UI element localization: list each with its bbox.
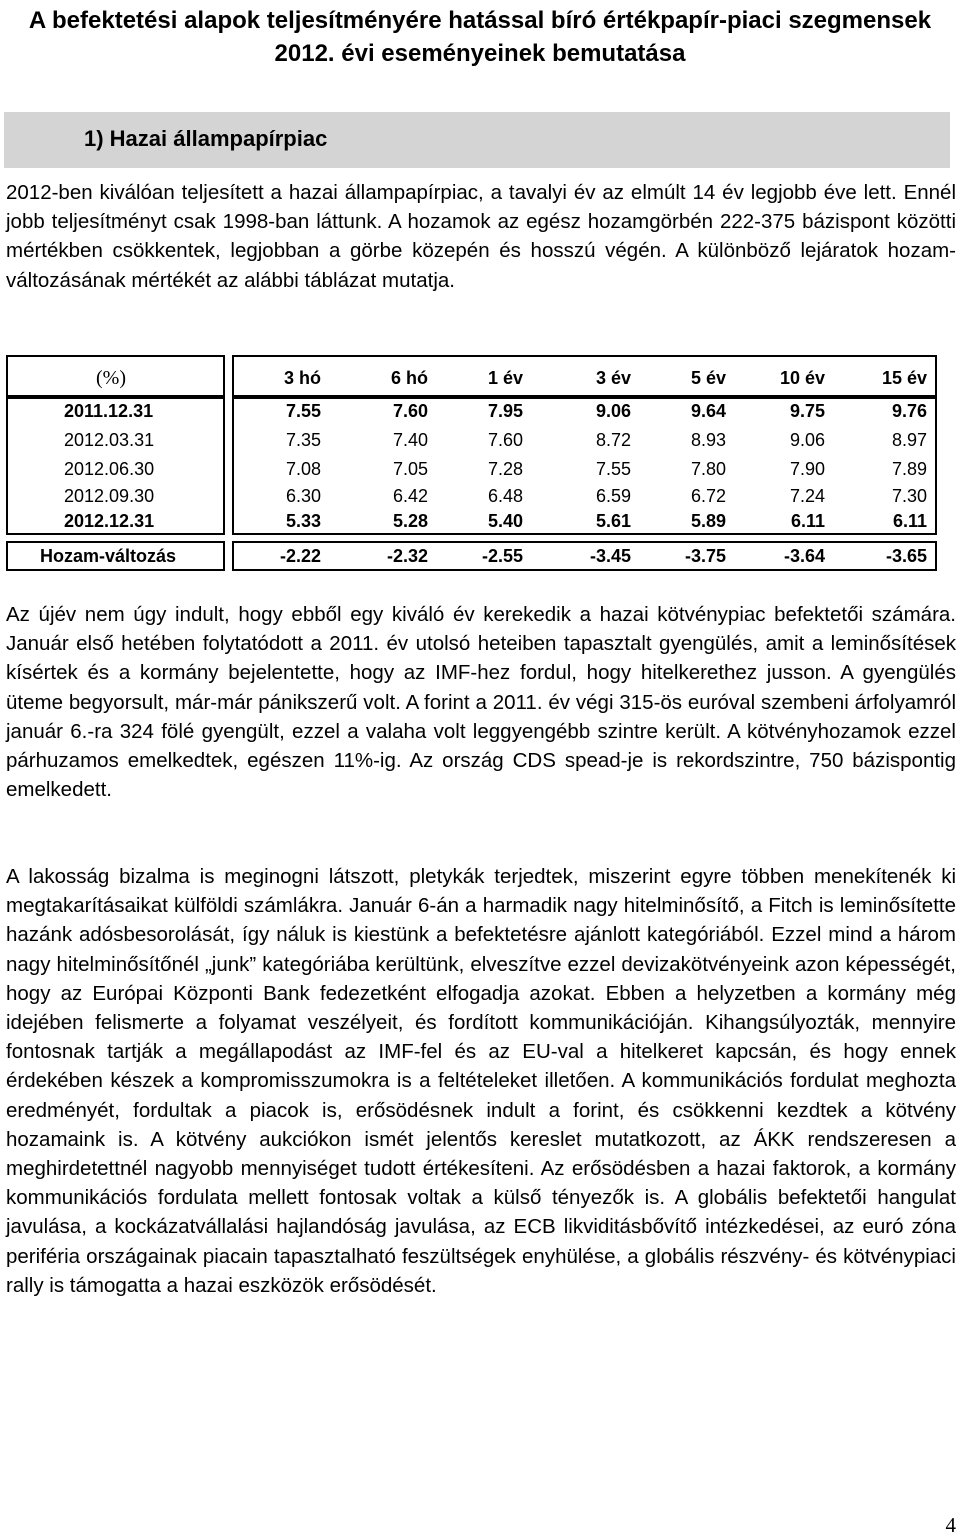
table-cell: 5.33 [285, 511, 321, 531]
table-cell: 7.28 [487, 459, 523, 479]
table-cell: 7.05 [392, 459, 428, 479]
row-date: 2012.03.31 [64, 430, 155, 450]
column-header: 3 év [595, 368, 631, 388]
table-cell: 8.72 [595, 430, 631, 450]
yield-change-table [6, 355, 937, 571]
column-header: 15 év [881, 368, 927, 388]
row-date: 2012.12.31 [64, 511, 155, 531]
change-label: Hozam-változás [40, 546, 177, 566]
table-cell: 5.28 [392, 511, 428, 531]
table-cell: 8.93 [690, 430, 726, 450]
table-cell: 6.42 [392, 486, 428, 506]
change-value: -3.45 [589, 546, 631, 566]
table-cell: 9.64 [690, 401, 726, 421]
change-value: -2.22 [279, 546, 321, 566]
table-cell: 7.55 [595, 459, 631, 479]
paragraph-market-start: Az újév nem úgy indult, hogy ebből egy kiváló év kerekedik a hazai kötvénypiac befektetői számára. Január első hetében folytatódott a 2011. év utolsó heteiben tapasztalt gyengülés, amit a leminősítések kísértek és a kormány bejelentette, hogy az IMF-hez fordul, hogy hitelkerethez jusson. A gyengülés üteme begyorsult, már-már pánikszerű volt. A forint a 2011. év végi 315-ös euróval szembeni árfolyamról január 6.-ra 324 fölé gyengült, ezzel a valaha volt leggyengébb szintre került. A kötvényhozamok ezzel párhuzamos emelkedtek, egészen 11%-ig. Az ország CDS spead-je is rekordszintre, 750 bázispontig emelkedett. [6, 603, 956, 802]
column-header: 6 hó [390, 368, 428, 388]
row-date: 2012.06.30 [64, 459, 155, 479]
table-cell: 5.89 [690, 511, 726, 531]
table-cell: 9.76 [891, 401, 927, 421]
table-cell: 7.60 [392, 401, 428, 421]
table-cell: 7.08 [285, 459, 321, 479]
table-cell: 7.60 [487, 430, 523, 450]
table-cell: 7.24 [789, 486, 825, 506]
table-cell: 7.30 [891, 486, 927, 506]
table-cell: 6.48 [487, 486, 523, 506]
document-title: A befektetési alapok teljesítményére hatással bíró értékpapír-piaci szegmensek 2012. évi eseményeinek bemutatása [28, 7, 932, 67]
table-cell: 7.90 [789, 459, 825, 479]
change-value: -2.32 [386, 546, 428, 566]
change-value: -3.65 [885, 546, 927, 566]
table-cell: 6.11 [892, 511, 927, 531]
table-corner-label: (%) [96, 367, 126, 389]
section-heading: 1) Hazai állampapírpiac [84, 126, 328, 151]
intro-paragraph: 2012-ben kiválóan teljesített a hazai állampapírpiac, a tavalyi év az elmúlt 14 év legjobb éve lett. Ennél jobb teljesítményt csak 1998-ban láttunk. A hozamok az egész hozamgörbén 222-375 bázispont közötti mértékben csökkentek, legjobban a görbe közepén és hosszú végén. A különböző lejáratok hozam-változásának mértékét az alábbi táblázat mutatja. [6, 181, 956, 292]
table-cell: 6.72 [690, 486, 726, 506]
table-cell: 6.59 [595, 486, 631, 506]
table-cell: 7.35 [285, 430, 321, 450]
page-number: 4 [945, 1513, 956, 1537]
column-header: 5 év [690, 368, 726, 388]
table-cell: 7.80 [690, 459, 726, 479]
table-cell: 7.40 [392, 430, 428, 450]
table-cell: 9.06 [595, 401, 631, 421]
table-cell: 6.30 [285, 486, 321, 506]
section-heading-band [4, 112, 950, 168]
table-cell: 9.75 [789, 401, 825, 421]
table-cell: 7.95 [487, 401, 523, 421]
table-cell: 5.61 [595, 511, 631, 531]
change-value: -2.55 [481, 546, 523, 566]
table-cell: 5.40 [487, 511, 523, 531]
table-cell: 9.06 [789, 430, 825, 450]
column-header: 3 hó [283, 368, 321, 388]
change-value: -3.64 [783, 546, 825, 566]
table-cell: 7.89 [891, 459, 927, 479]
paragraph-confidence: A lakosság bizalma is meginogni látszott, pletykák terjedtek, miszerint egyre többen menekítenék ki megtakarításaikat külföldi számlákra. Január 6-án a harmadik nagy hitelminősítő, a Fitch is leminősítette hazánk adósbesorolását, így náluk is kiestünk a befektetésre ajánlott kategóriából. Ezzel mind a három nagy hitelminősítőnél „junk” kategóriába kerültünk, elveszítve ezzel devizakötvényeink azon képességét, hogy az Európai Központi Bank fedezetként elfogadja azokat. Ebben a helyzetben a kormány még idejében felismerte a folyamat veszélyeit, és fordított kommunikációján. Kihangsúlyozták, mennyire fontosnak tartják a megállapodást az IMF-fel és az EU-val a hitelkeret kapcsán, és hogy ennek érdekében készek a kompromisszumokra is a feltételeket illetően. A kommunikációs fordulat meghozta eredményét, fordultak a piacok is, erősödésnek indult a forint, és csökkenni kezdtek a kötvény hozamaink is. A kötvény aukciókon ismét jelentős kereslet mutatkozott, az ÁKK rendszeresen a meghirdetettnél nagyobb mennyiséget tudott értékesíteni. Az erősödésben a hazai faktorok, a kormány kommunikációs fordulata mellett fontosak voltak a külső tényezők is. A globális befektetői hangulat javulása, a kockázatvállalási hajlandóság javulása, az ECB likviditásbővítő intézkedései, az euró zóna periféria országainak piacain tapasztalható feszültségek enyhülése, a globális részvény- és kötvénypiaci rally is támogatta a hazai eszközök erősödését. [6, 865, 956, 1297]
row-date: 2012.09.30 [64, 486, 155, 506]
row-date: 2011.12.31 [64, 401, 154, 421]
table-cell: 7.55 [285, 401, 321, 421]
table-cell: 8.97 [891, 430, 927, 450]
table-cell: 6.11 [790, 511, 825, 531]
column-header: 1 év [487, 368, 523, 388]
column-header: 10 év [779, 368, 825, 388]
change-value: -3.75 [684, 546, 726, 566]
